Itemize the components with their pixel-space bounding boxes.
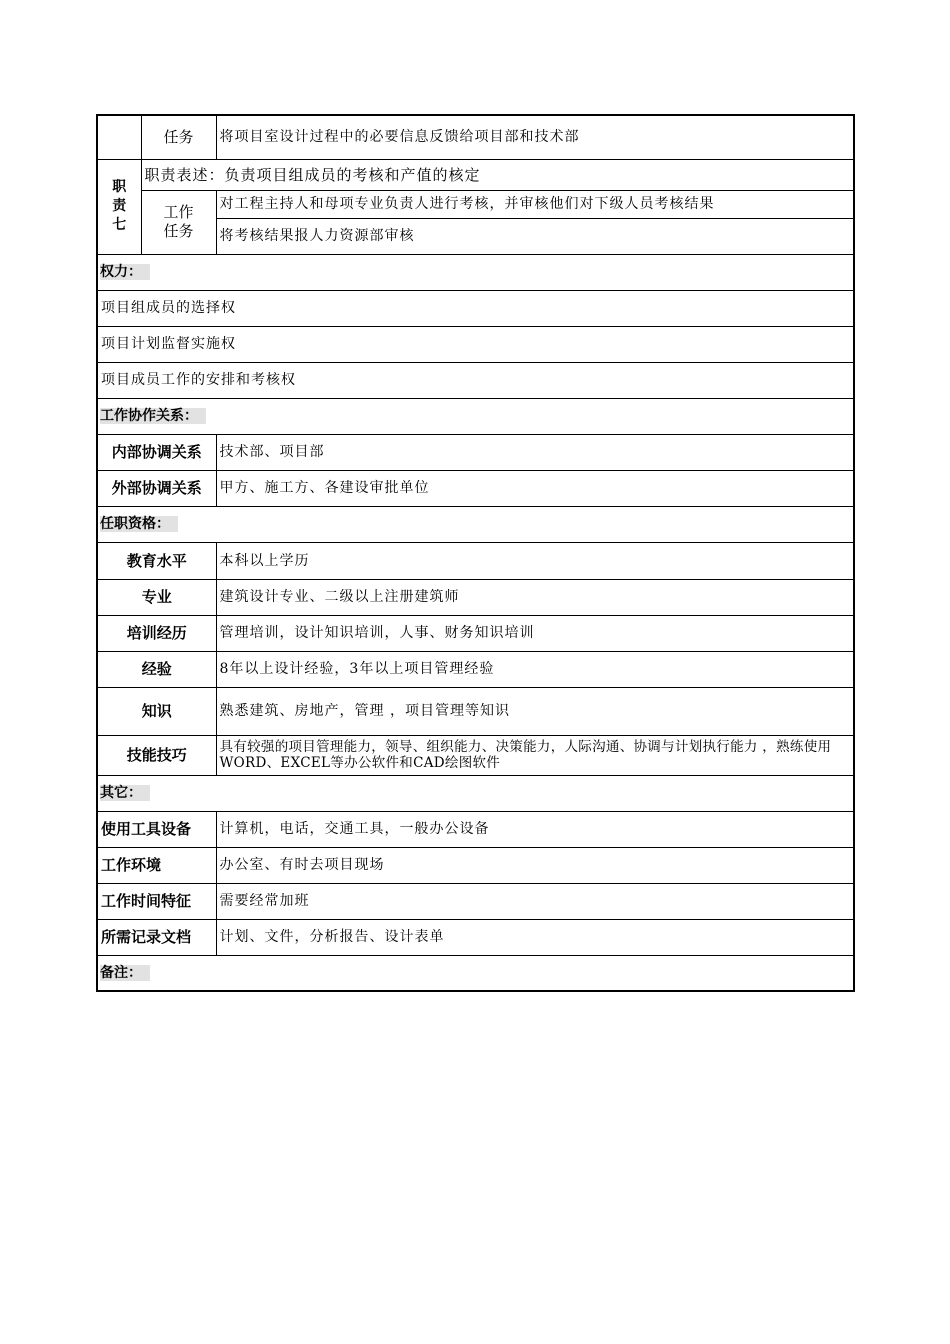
qualification-row (97, 579, 854, 615)
cooperation-row (97, 470, 854, 506)
cooperation-value: 技术部、项目部 (216, 434, 854, 470)
prev-duty-task-row (97, 115, 854, 159)
cooperation-value: 甲方、施工方、各建设审批单位 (216, 470, 854, 506)
qualification-value: 本科以上学历 (216, 542, 854, 579)
job-description-table (96, 114, 855, 992)
cooperation-row (97, 434, 854, 470)
qualification-label: 教育水平 (97, 542, 216, 579)
cooperation-header-row (97, 398, 854, 434)
duty7-task-label (141, 190, 216, 254)
duty7-label-char: 职 (112, 179, 127, 195)
other-row (97, 811, 854, 847)
prev-duty-task-text: 将项目室设计过程中的必要信息反馈给项目部和技术部 (216, 115, 854, 159)
other-label: 使用工具设备 (97, 811, 216, 847)
cooperation-label: 外部协调关系 (97, 470, 216, 506)
duty7-task-label-line: 任务 (163, 222, 194, 240)
duty7-label (97, 159, 141, 254)
qualification-header-row (97, 506, 854, 542)
remarks-header-text: 备注： (100, 965, 150, 981)
other-row (97, 919, 854, 955)
qualification-row (97, 651, 854, 687)
qualification-value: 8年以上设计经验，3年以上项目管理经验 (216, 651, 854, 687)
duty7-task-row (97, 190, 854, 218)
other-label: 工作时间特征 (97, 883, 216, 919)
qualification-row (97, 735, 854, 775)
other-value: 计算机，电话，交通工具，一般办公设备 (216, 811, 854, 847)
other-label: 工作环境 (97, 847, 216, 883)
qualification-header-text: 任职资格： (100, 516, 178, 532)
power-header-text: 权力： (100, 264, 150, 280)
duty7-description: 职责表述：负责项目组成员的考核和产值的核定 (141, 159, 854, 190)
qualification-value: 具有较强的项目管理能力，领导、组织能力、决策能力，人际沟通、协调与计划执行能力 ，熟练使用WORD、EXCEL等办公软件和CAD绘图软件 (216, 735, 854, 775)
qualification-value: 熟悉建筑、房地产，管理 ，项目管理等知识 (216, 687, 854, 735)
duty7-task-item: 对工程主持人和母项专业负责人进行考核，并审核他们对下级人员考核结果 (216, 190, 854, 218)
qualification-label: 知识 (97, 687, 216, 735)
prev-duty-label-cell (97, 115, 141, 159)
qualification-row (97, 542, 854, 579)
qualification-value: 管理培训，设计知识培训，人事、财务知识培训 (216, 615, 854, 651)
power-row (97, 362, 854, 398)
duty7-label-char: 责 (112, 198, 127, 214)
other-header (97, 775, 854, 811)
duty7-description-row (97, 159, 854, 190)
qualification-value: 建筑设计专业、二级以上注册建筑师 (216, 579, 854, 615)
other-value: 需要经常加班 (216, 883, 854, 919)
power-header-row (97, 254, 854, 290)
prev-duty-task-label: 任务 (141, 115, 216, 159)
remarks-header-row (97, 955, 854, 991)
duty7-label-char: 七 (112, 217, 127, 233)
power-item: 项目成员工作的安排和考核权 (97, 362, 854, 398)
cooperation-header-text: 工作协作关系： (100, 408, 206, 424)
duty7-task-item: 将考核结果报人力资源部审核 (216, 218, 854, 254)
qualification-row (97, 615, 854, 651)
other-label: 所需记录文档 (97, 919, 216, 955)
other-header-row (97, 775, 854, 811)
other-row (97, 847, 854, 883)
other-header-text: 其它： (100, 785, 150, 801)
power-header (97, 254, 854, 290)
qualification-row (97, 687, 854, 735)
power-item: 项目计划监督实施权 (97, 326, 854, 362)
job-description-sheet (96, 114, 853, 992)
other-row (97, 883, 854, 919)
other-value: 计划、文件，分析报告、设计表单 (216, 919, 854, 955)
qualification-header (97, 506, 854, 542)
cooperation-label: 内部协调关系 (97, 434, 216, 470)
duty7-task-label-line: 工作 (163, 203, 194, 221)
qualification-label: 经验 (97, 651, 216, 687)
qualification-label: 专业 (97, 579, 216, 615)
remarks-header (97, 955, 854, 991)
qualification-label: 培训经历 (97, 615, 216, 651)
power-item: 项目组成员的选择权 (97, 290, 854, 326)
power-row (97, 290, 854, 326)
cooperation-header (97, 398, 854, 434)
qualification-label: 技能技巧 (97, 735, 216, 775)
other-value: 办公室、有时去项目现场 (216, 847, 854, 883)
power-row (97, 326, 854, 362)
